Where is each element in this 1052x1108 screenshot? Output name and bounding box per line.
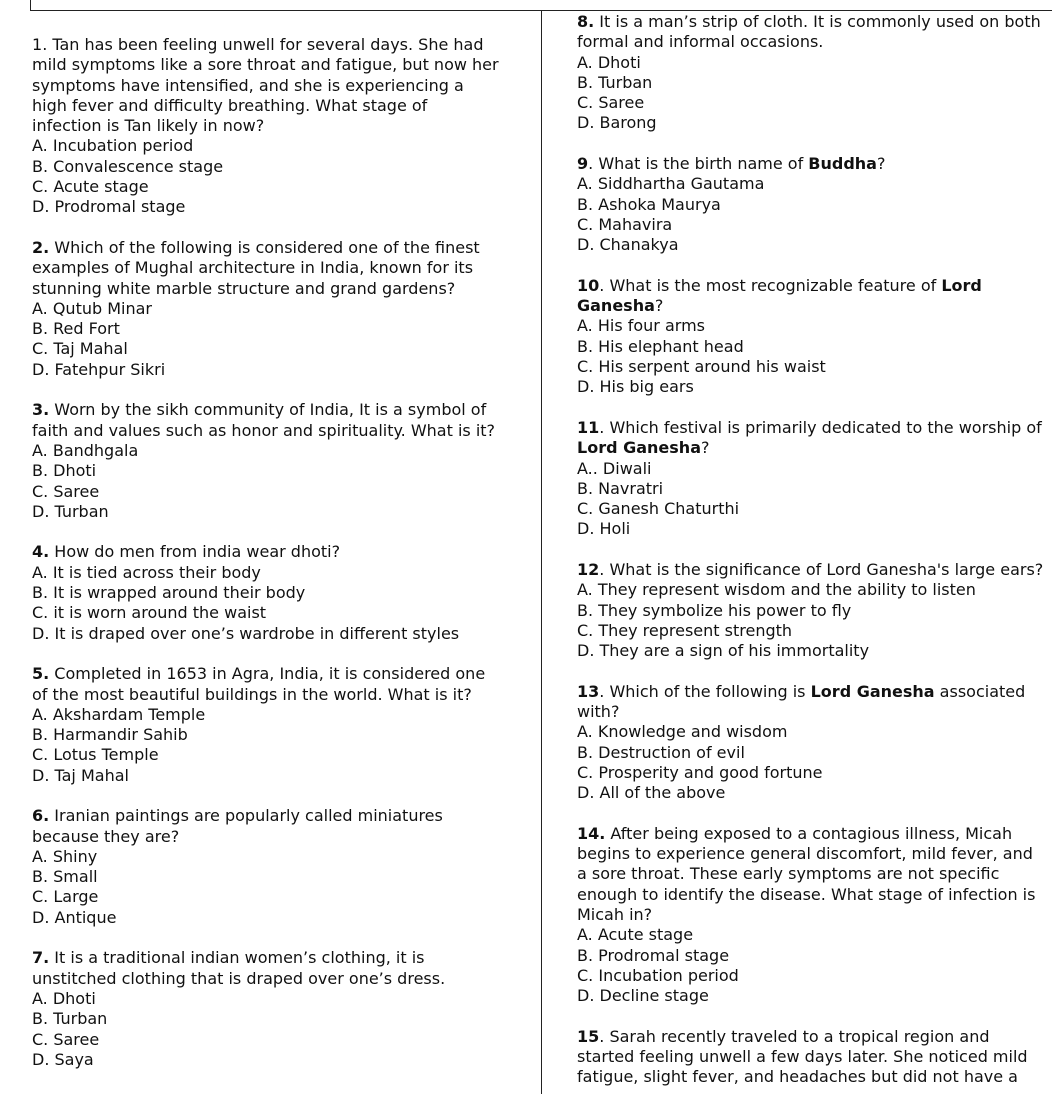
answer-option: C. Saree <box>577 93 645 113</box>
answer-option: A. It is tied across their body <box>32 562 261 582</box>
question-number: 2. <box>32 237 50 257</box>
question-block <box>32 542 537 643</box>
question-text-line <box>577 276 1049 296</box>
right-column <box>577 12 1049 1108</box>
question-text-line <box>577 296 1049 316</box>
question-text: Which of the following is considered one of the finest <box>49 237 480 257</box>
answer-option: D. All of the above <box>577 783 726 803</box>
question-text-line <box>577 1047 1049 1067</box>
question-text-line <box>577 1027 1049 1047</box>
question-text: Iranian paintings are popularly called miniatures <box>49 806 443 826</box>
answer-option: C. They represent strength <box>577 620 793 640</box>
question-text: infection is Tan likely in now? <box>32 116 265 136</box>
question-block <box>577 418 1049 540</box>
answer-option: B. Turban <box>32 1009 108 1029</box>
question-text: . Tan has been feeling unwell for several days. She had <box>42 35 484 54</box>
answer-option: D. His big ears <box>577 377 694 397</box>
answer-option: C. Taj Mahal <box>32 339 128 359</box>
answer-option: D. Decline stage <box>577 986 709 1006</box>
question-text-line <box>577 844 1049 864</box>
answer-option: D. Chanakya <box>577 235 679 255</box>
question-number: 13 <box>577 681 600 701</box>
answer-option: D. Taj Mahal <box>32 765 129 785</box>
answer-option: A. Incubation period <box>32 136 194 156</box>
answer-option: A. Dhoti <box>32 988 96 1008</box>
question-text: After being exposed to a contagious illness, Micah <box>605 823 1013 843</box>
question-number: 5. <box>32 664 50 684</box>
answer-option: B. Prodromal stage <box>577 945 730 965</box>
answer-option: B. His elephant head <box>577 336 744 356</box>
question-block <box>577 276 1049 398</box>
question-block <box>577 824 1049 1007</box>
question-text: ? <box>654 296 664 316</box>
question-text: Completed in 1653 in Agra, India, it is considered one <box>49 664 486 684</box>
question-text: stunning white marble structure and grand gardens? <box>32 278 456 298</box>
left-column <box>32 12 537 1090</box>
answer-option: C. Prosperity and good fortune <box>577 762 823 782</box>
question-text-line <box>32 279 537 299</box>
answer-option: A. Knowledge and wisdom <box>577 722 788 742</box>
answer-option: C. it is worn around the waist <box>32 603 267 623</box>
question-text-line <box>577 1067 1049 1087</box>
question-text: of the most beautiful buildings in the world. What is it? <box>32 684 472 704</box>
answer-option: B. Turban <box>577 72 653 92</box>
question-text-line <box>32 685 537 705</box>
question-text: ? <box>700 438 710 458</box>
question-text: symptoms have intensified, and she is experiencing a <box>32 75 464 95</box>
question-block <box>577 154 1049 255</box>
question-text-line <box>32 400 537 420</box>
question-text-line <box>577 418 1049 438</box>
answer-option: B. Dhoti <box>32 461 97 481</box>
answer-option: B. Harmandir Sahib <box>32 725 188 745</box>
question-text: ? <box>876 154 886 174</box>
answer-option: C. Ganesh Chaturthi <box>577 499 740 519</box>
answer-option: B. They symbolize his power to fly <box>577 600 852 620</box>
question-highlight: Buddha <box>808 154 877 174</box>
question-text: unstitched clothing that is draped over one’s dress. <box>32 968 446 988</box>
question-text: faith and values such as honor and spirituality. What is it? <box>32 420 496 440</box>
question-text-line <box>577 438 1049 458</box>
answer-option: B. Red Fort <box>32 319 120 339</box>
question-text: . Sarah recently traveled to a tropical region and <box>599 1026 990 1046</box>
question-block <box>32 948 537 1070</box>
question-text: Micah in? <box>577 905 653 925</box>
question-text: . What is the significance of Lord Ganesha's large ears? <box>599 560 1044 580</box>
question-block <box>32 806 537 928</box>
question-text-line <box>577 12 1049 32</box>
question-number: 10 <box>577 275 600 295</box>
question-text-line <box>32 948 537 968</box>
answer-option: A. Akshardam Temple <box>32 704 206 724</box>
question-number: 8. <box>577 12 595 31</box>
question-text-line <box>32 421 537 441</box>
question-text: . What is the birth name of <box>588 154 809 174</box>
question-block <box>577 682 1049 804</box>
answer-option: D. It is draped over one’s wardrobe in different styles <box>32 623 460 643</box>
answer-option: D. Turban <box>32 501 109 521</box>
answer-option: C. Saree <box>32 1029 100 1049</box>
question-text: mild symptoms like a sore throat and fatigue, but now her <box>32 55 499 75</box>
question-text: How do men from india wear dhoti? <box>49 542 341 562</box>
question-highlight: Lord Ganesha <box>810 681 935 701</box>
answer-option: A. Acute stage <box>577 925 694 945</box>
question-text: associated <box>934 681 1026 701</box>
question-text-line <box>577 885 1049 905</box>
answer-option: D. Fatehpur Sikri <box>32 359 166 379</box>
question-text-line <box>577 32 1049 52</box>
question-block <box>577 1027 1049 1088</box>
question-highlight: Lord <box>941 275 982 295</box>
answer-option: B. Destruction of evil <box>577 742 745 762</box>
answer-option: A.. Diwali <box>577 458 652 478</box>
answer-option: A. Shiny <box>32 846 98 866</box>
question-text: It is a traditional indian women’s clothing, it is <box>49 948 425 968</box>
question-block <box>32 35 537 218</box>
answer-option: D. Holi <box>577 519 631 539</box>
question-text-line <box>32 827 537 847</box>
question-text: . What is the most recognizable feature of <box>599 275 942 295</box>
question-highlight: Lord Ganesha <box>577 438 701 458</box>
question-number: 6. <box>32 806 50 826</box>
question-text-line <box>32 969 537 989</box>
question-text-line <box>577 560 1049 580</box>
question-text-line <box>577 702 1049 722</box>
question-number: 9 <box>577 154 589 174</box>
question-block <box>32 664 537 786</box>
question-block <box>577 560 1049 661</box>
question-text-line <box>32 806 537 826</box>
question-block <box>32 400 537 522</box>
question-text: It is a man’s strip of cloth. It is commonly used on both <box>594 12 1041 31</box>
answer-option: B. Small <box>32 867 98 887</box>
answer-option: C. Incubation period <box>577 965 739 985</box>
question-text-line <box>32 35 537 55</box>
answer-option: D. Antique <box>32 907 117 927</box>
question-text: a sore throat. These early symptoms are not specific <box>577 864 1000 884</box>
answer-option: A. Siddhartha Gautama <box>577 174 765 194</box>
answer-option: B. Ashoka Maurya <box>577 194 721 214</box>
answer-option: D. Barong <box>577 113 657 133</box>
question-text-line <box>32 238 537 258</box>
question-text-line <box>32 258 537 278</box>
answer-option: D. Saya <box>32 1049 94 1069</box>
question-number: 14. <box>577 823 606 843</box>
answer-option: B. Convalescence stage <box>32 156 224 176</box>
answer-option: A. Qutub Minar <box>32 298 152 318</box>
question-text-line <box>32 116 537 136</box>
question-text: enough to identify the disease. What stage of infection is <box>577 884 1036 904</box>
answer-option: D. Prodromal stage <box>32 197 186 217</box>
question-number: 11 <box>577 417 600 437</box>
question-text-line <box>32 664 537 684</box>
answer-option: C. Large <box>32 887 99 907</box>
question-text: formal and informal occasions. <box>577 32 824 52</box>
answer-option: A. Dhoti <box>577 52 641 72</box>
question-highlight: Ganesha <box>577 296 655 316</box>
question-number: 1 <box>32 35 43 54</box>
question-block <box>32 238 537 380</box>
question-number: 12 <box>577 560 600 580</box>
question-text: begins to experience general discomfort, mild fever, and <box>577 844 1033 864</box>
answer-option: B. Navratri <box>577 478 664 498</box>
answer-option: B. It is wrapped around their body <box>32 583 306 603</box>
question-text-line <box>32 76 537 96</box>
question-text-line <box>32 542 537 562</box>
question-text: . Which of the following is <box>599 681 811 701</box>
question-text-line <box>577 824 1049 844</box>
answer-option: A. They represent wisdom and the ability to listen <box>577 580 976 600</box>
answer-option: C. Acute stage <box>32 177 149 197</box>
question-text: because they are? <box>32 826 180 846</box>
question-number: 4. <box>32 542 50 562</box>
answer-option: C. Mahavira <box>577 214 673 234</box>
question-text: . Which festival is primarily dedicated to the worship of <box>599 417 1042 437</box>
question-text: high fever and difficulty breathing. What stage of <box>32 95 428 115</box>
question-number: 7. <box>32 948 50 968</box>
question-block <box>577 12 1049 134</box>
question-text: Worn by the sikh community of India, It is a symbol of <box>49 400 487 420</box>
question-text: started feeling unwell a few days later. She noticed mild <box>577 1047 1028 1067</box>
question-text-line <box>577 905 1049 925</box>
question-text-line <box>32 96 537 116</box>
answer-option: A. His four arms <box>577 316 705 336</box>
answer-option: A. Bandhgala <box>32 440 139 460</box>
question-text: examples of Mughal architecture in India, known for its <box>32 258 474 278</box>
answer-option: C. Saree <box>32 481 100 501</box>
question-number: 15 <box>577 1026 600 1046</box>
question-text-line <box>32 55 537 75</box>
answer-option: C. His serpent around his waist <box>577 357 826 377</box>
column-divider <box>541 10 542 1094</box>
question-text-line <box>577 864 1049 884</box>
question-text: fatigue, slight fever, and headaches but did not have a <box>577 1067 1018 1087</box>
question-number: 3. <box>32 400 50 420</box>
answer-option: C. Lotus Temple <box>32 745 159 765</box>
question-text-line <box>577 154 1049 174</box>
question-text-line <box>577 682 1049 702</box>
question-text: with? <box>577 702 620 722</box>
answer-option: D. They are a sign of his immortality <box>577 641 870 661</box>
